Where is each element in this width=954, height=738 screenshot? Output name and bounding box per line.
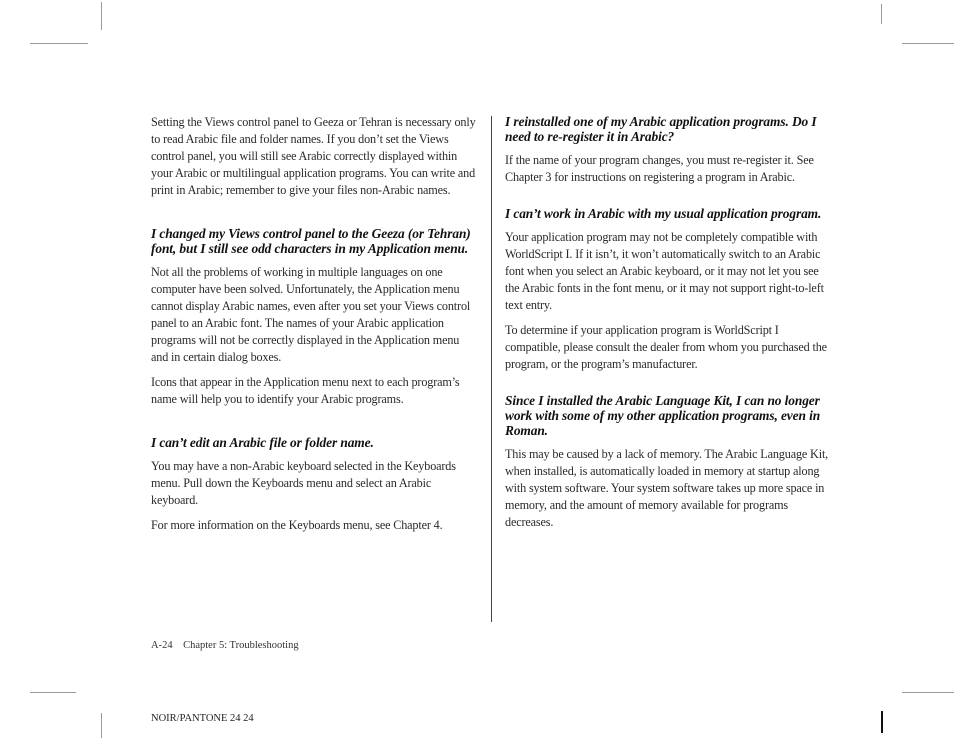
question-heading-usual-program: I can’t work in Arabic with my usual application program.: [505, 206, 822, 221]
question-heading-reregister: I reinstalled one of my Arabic application programs. Do I need to re-register it in Arabic?: [505, 114, 817, 144]
crop-mark-top-right-vertical: [881, 4, 882, 24]
left-column: [151, 114, 476, 542]
crop-mark-bottom-left-horizontal: [30, 692, 76, 693]
crop-mark-bottom-right-horizontal: [902, 692, 954, 693]
answer-paragraph: For more information on the Keyboards menu, see Chapter 4.: [151, 518, 443, 532]
question-heading-views-font: I changed my Views control panel to the Geeza (or Tehran) font, but I still see odd characters in my Application menu.: [151, 226, 471, 256]
question-heading-edit-name: I can’t edit an Arabic file or folder name.: [151, 435, 374, 450]
crop-mark-top-left-vertical: [101, 2, 102, 30]
crop-mark-bottom-left-vertical: [101, 713, 102, 738]
right-column: [505, 114, 833, 539]
answer-paragraph: Icons that appear in the Application menu next to each program’s name will help you to identify your Arabic programs.: [151, 375, 460, 406]
intro-paragraph: Setting the Views control panel to Geeza or Tehran is necessary only to read Arabic file and folder names. If you don’t set the Views control panel, you will still see Arabic correctly displayed within your Arabic or multilingual application programs. You can write and print in Arabic; remember to give your files non-Arabic names.: [151, 115, 476, 197]
answer-paragraph: If the name of your program changes, you must re-register it. See Chapter 3 for instructions on registering a program in Arabic.: [505, 153, 814, 184]
question-heading-memory: Since I installed the Arabic Language Kit, I can no longer work with some of my other application programs, even in Roman.: [505, 393, 821, 438]
answer-paragraph: You may have a non-Arabic keyboard selected in the Keyboards menu. Pull down the Keyboards menu and select an Arabic keyboard.: [151, 459, 456, 507]
answer-paragraph: Your application program may not be completely compatible with WorldScript I. If it isn’t, it won’t automatically switch to an Arabic font when you select an Arabic keyboard, or it may not let you see the Arabic fonts in the font menu, or it may not support right-to-left text entry.: [505, 230, 824, 312]
crop-mark-bottom-right-vertical: [881, 711, 883, 733]
print-info: NOIR/PANTONE 24 24: [151, 713, 254, 724]
page-footer: A-24 Chapter 5: Troubleshooting: [151, 640, 299, 651]
crop-mark-top-right-horizontal: [902, 43, 954, 44]
column-divider: [491, 116, 492, 622]
answer-paragraph: This may be caused by a lack of memory. The Arabic Language Kit, when installed, is automatically loaded in memory at startup along with system software. Your system software takes up more space in memory, and the amount of memory available for programs decreases.: [505, 447, 829, 529]
crop-mark-top-left-horizontal: [30, 43, 88, 44]
answer-paragraph: Not all the problems of working in multiple languages on one computer have been solved. Unfortunately, the Application menu cannot display Arabic names, even after you set your Views control panel to an Arabic font. The names of your Arabic application programs will not be correctly displayed in the Application menu and in certain dialog boxes.: [151, 265, 471, 364]
answer-paragraph: To determine if your application program is WorldScript I compatible, please consult the dealer from whom you purchased the program, or the program’s manufacturer.: [505, 323, 827, 371]
